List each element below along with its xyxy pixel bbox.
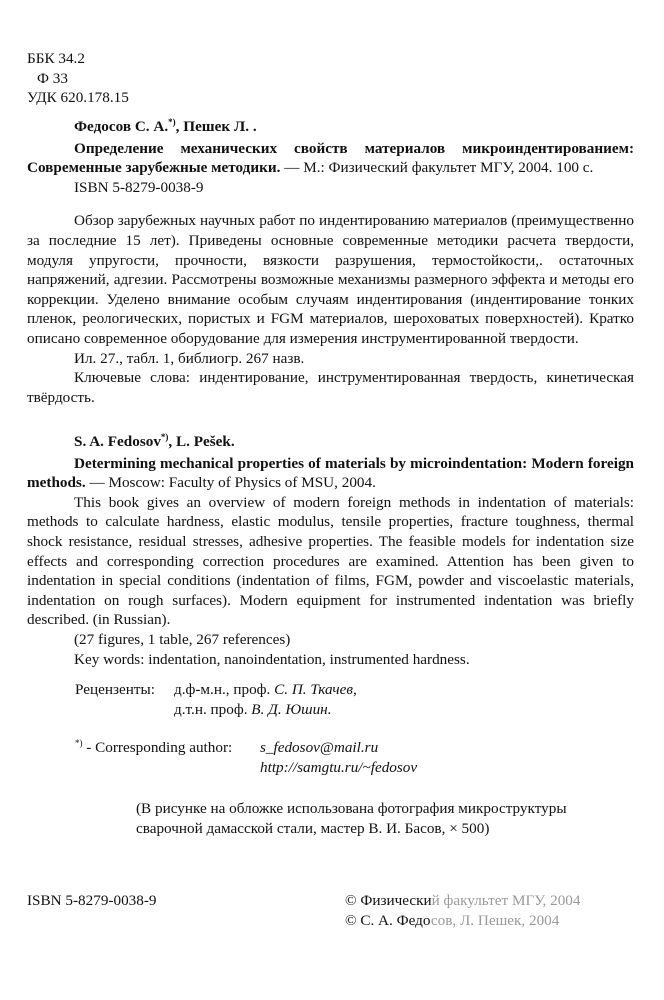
russian-authors: Федосов С. А.*), Пешек Л. .: [74, 117, 257, 135]
russian-keywords: Ключевые слова: индентирование, инструментированная твердость, кинетическая твёрдость.: [27, 369, 634, 406]
contact-label: *) - Corresponding author:: [75, 738, 233, 756]
english-title: Determining mechanical properties of materials by microindentation: Modern foreign methods. — Moscow: Faculty of Physics of MSU, 2004.: [27, 454, 634, 492]
classification-block: [27, 49, 129, 108]
phi-code: Ф 33: [37, 69, 68, 87]
russian-title: Определение механических свойств материалов микроиндентированием: Современные зарубежные методики. — М.: Физический факультет МГУ, 2004. 100 с.: [27, 139, 634, 177]
english-authors: S. A. Fedosov*), L. Pešek.: [74, 432, 235, 450]
cover-note-line-1: (В рисунке на обложке использована фотография микроструктуры: [136, 800, 567, 817]
contact-email[interactable]: s_fedosov@mail.ru: [260, 739, 379, 756]
reviewer-1: д.ф-м.н., проф. С. П. Ткачев,: [174, 681, 357, 698]
russian-section: [27, 117, 634, 407]
english-section: [27, 432, 634, 669]
russian-abstract: Обзор зарубежных научных работ по индентированию материалов (преимущественно за последние 15 лет). Приведены основные современные методики расчета твердости, модуля упругости, прочности, вязкости разрушения, термостойкости,. остаточных напряжений, адгезии. Рассмотрены возможные механизмы размерного эффекта и методы его коррекции. Уделено внимание особым случаям индентирования (индентирование тонких пленок, реологических, пористых и FGM материалов, шероховатых поверхностей). Кратко описано современное оборудование для измерения инструментированной твердости.: [27, 212, 634, 347]
contact-block: [75, 738, 417, 777]
reviewer-2: д.т.н. проф. В. Д. Юшин.: [174, 700, 332, 718]
reviewers-label: Рецензенты:: [75, 681, 155, 698]
cover-note: [136, 799, 567, 838]
english-abstract: This book gives an overview of modern foreign methods in indentation of materials: methods to calculate hardness, elastic modulus, tensile properties, fracture toughness, thermal shock resistance, residual stresses, adhesive properties. The feasible models for indentation size effects and corresponding correction procedures are examined. Attention has been given to indentation in special conditions (indentation of films, FGM, powder and viscoelastic materials, indentation on rough surfaces). Modern equipment for instrumented indentation was briefly described. (in Russian).: [27, 493, 634, 629]
russian-counts: Ил. 27., табл. 1, библиогр. 267 назв.: [74, 349, 305, 367]
footer-isbn: ISBN 5-8279-0038-9: [27, 892, 157, 909]
contact-url[interactable]: http://samgtu.ru/~fedosov: [260, 758, 418, 776]
cover-note-line-2: сварочной дамасской стали, мастер В. И. Басов, × 500): [136, 819, 490, 837]
footer-copyright: [345, 891, 580, 930]
bbk-code: ББК 34.2: [27, 50, 85, 67]
copyright-authors: © С. А. Федосов, Л. Пешек, 2004: [345, 911, 560, 929]
copyright-publisher: © Физический факультет МГУ, 2004: [345, 892, 581, 909]
english-keywords: Key words: indentation, nanoindentation, instrumented hardness.: [74, 650, 470, 668]
russian-isbn: ISBN 5-8279-0038-9: [74, 178, 204, 196]
english-counts: (27 figures, 1 table, 267 references): [74, 630, 291, 648]
reviewers-block: [75, 680, 357, 719]
udk-code: УДК 620.178.15: [27, 89, 129, 107]
